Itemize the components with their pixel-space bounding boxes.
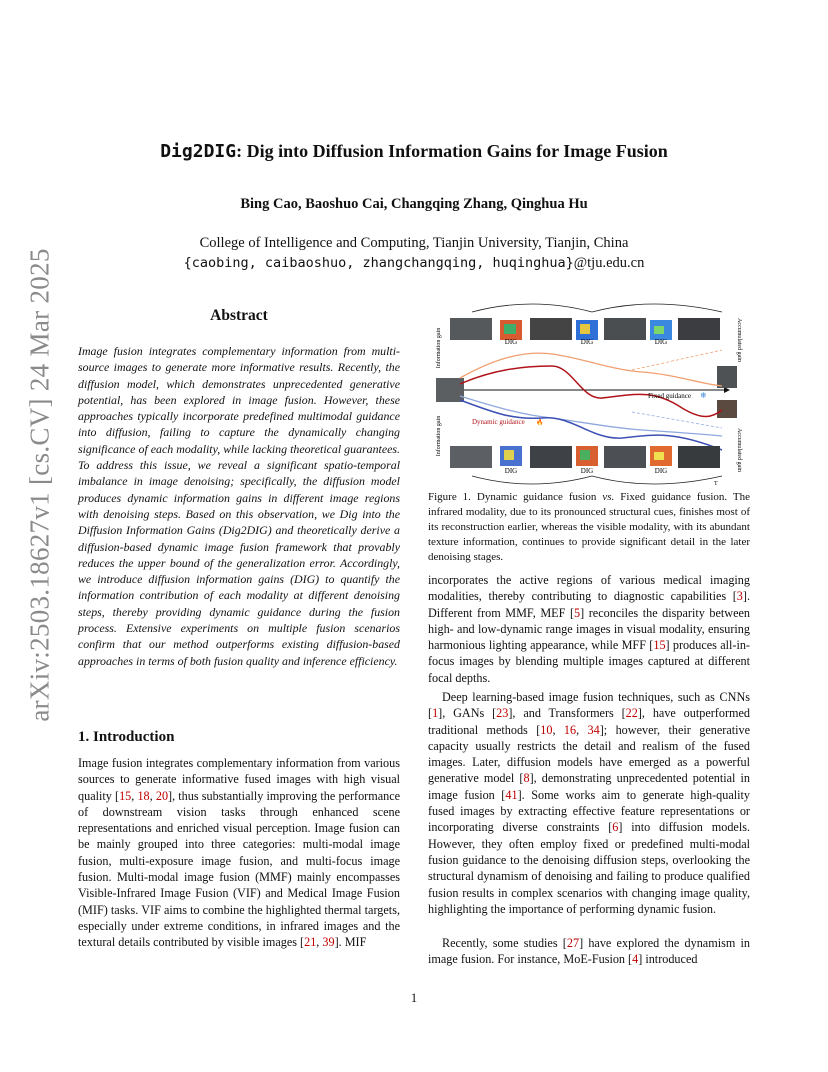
arxiv-sidebar-stamp: [5, 235, 75, 735]
citation-link[interactable]: 22: [625, 706, 638, 721]
authors: Bing Cao, Baoshuo Cai, Changqing Zhang, Qinghua Hu: [240, 196, 588, 212]
email-users: {caobing, caibaoshuo, zhangchangqing, huqinghua}: [183, 255, 574, 271]
dig-label: DIG: [504, 338, 518, 346]
abstract-text: Image fusion integrates complementary information from multi-source images to generate more informative results. Recently, the diffusion model, which demonstrates unprecedented generative potential, has been explored in image fusion. However, these approaches typically incorporate predefined multimodal guidance into diffusion, failing to capture the dynamically changing significance of each modality, while lacking theoretical guarantees. To address this issue, we reveal a significant spatio-temporal imbalance in image denoising; specifically, the diffusion model produces dynamic information gains in different image regions with denoising steps. Based on this observation, we Dig into the Diffusion Information Gains (Dig2DIG) and theoretically derive a diffusion-based dynamic image fusion framework that provably reduces the upper bound of the generalization error. Accordingly, we introduce diffusion information gains (DIG) to quantify the information contribution of each modality at different denoising steps, thereby providing dynamic guidance during the fusion process. Extensive experiments on multiple fusion scenarios confirm that our method outperforms existing diffusion-based approaches in terms of both fusion quality and inference efficiency.: [78, 344, 400, 668]
citation-link[interactable]: 16: [563, 722, 577, 737]
dynamic-guidance-label: Dynamic guidance: [472, 418, 525, 426]
time-axis-label: T: [714, 481, 718, 486]
right-paragraph-1: incorporates the active regions of various medical imaging modalities, thereby contributing to diagnostic capabilities [3]. Different from MMF, MEF [5] reconciles the disparity between high- and low-dynamic range images in visual modality, ensuring harmonious lighting appearance, while MFF [15] produces all-in-focus images by blending multiple images captured at different focal depths.: [428, 573, 750, 685]
page-number: 1: [410, 991, 418, 1005]
paper-title: [78, 141, 750, 162]
dig-label: DIG: [504, 467, 518, 475]
title-method-name: Dig2DIG: [160, 141, 237, 162]
citation-link[interactable]: 41: [505, 787, 518, 802]
citation-link[interactable]: 18: [137, 788, 150, 803]
abstract-heading: Abstract: [210, 307, 268, 324]
axis-label-info-gain: Information gain: [436, 415, 442, 457]
dig-label: DIG: [654, 467, 668, 475]
citation-link[interactable]: 27: [566, 936, 580, 950]
citation-link[interactable]: 34: [587, 722, 600, 737]
citation-link[interactable]: 20: [155, 788, 169, 803]
right-paragraph-2: Deep learning-based image fusion techniques, such as CNNs [1], GANs [23], and Transformers [22], have outperformed traditional methods [10, 16, 34]; however, their generative capacity usually restricts the detail and realism of the fused images. Later, diffusion models have emerged as a powerful generative model [8], demonstrating unprecedented potential in image fusion [41]. Some works aim to generate high-quality fused images by extracting effective feature representations or incorporating diverse constraints [6] into diffusion models. However, they often employ fixed or predefined multi-modal fusion guidance to the denoising diffusion steps, overlooking the structural dynamism of denoising and failing to produce qualified fusion results in complex scenarios with changing image quality, highlighting the importance of performing dynamic fusion.: [428, 690, 750, 916]
citation-link[interactable]: 6: [612, 820, 619, 835]
citation-link[interactable]: 39: [322, 935, 335, 950]
title-text: : Dig into Diffusion Information Gains for Image Fusion: [236, 141, 668, 161]
right-paragraph-3: Recently, some studies [27] have explored the dynamism in image fusion. For instance, MoE-Fusion [4] introduced: [428, 936, 750, 967]
citation-link[interactable]: 3: [736, 589, 743, 604]
emails: [78, 253, 750, 273]
citation-link[interactable]: 15: [119, 788, 132, 803]
axis-label-acc-gain: Accumulated gain: [736, 318, 742, 362]
citation-link[interactable]: 8: [523, 771, 530, 786]
affiliation: College of Intelligence and Computing, Tianjin University, Tianjin, China: [199, 235, 629, 251]
axis-label-acc-gain: Accumulated gain: [736, 428, 742, 472]
arxiv-id: arXiv:2503.18627v1 [cs.CV] 24 Mar 2025: [24, 248, 55, 722]
citation-link[interactable]: 23: [496, 706, 509, 721]
section-heading-introduction: 1. Introduction: [78, 729, 175, 745]
dig-label: DIG: [654, 338, 668, 346]
figure-caption: Figure 1. Dynamic guidance fusion vs. Fixed guidance fusion. The infrared modality, due to its pronounced structural cues, finishes most of its reconstruction earlier, whereas the visible modality, with its abundant texture information, continues to provide significant detail in the later denoising stages.: [428, 491, 750, 563]
fixed-guidance-label: Fixed guidance: [648, 392, 691, 400]
dig-label: DIG: [580, 467, 594, 475]
citation-link[interactable]: 10: [540, 722, 553, 737]
citation-link[interactable]: 15: [653, 638, 666, 653]
figure-1: [432, 300, 750, 486]
dig-label: DIG: [580, 338, 594, 346]
intro-paragraph: Image fusion integrates complementary information from various sources to generate informative fused images with high visual quality [15, 18, 20], thus substantially improving the performance of downstream vision tasks through enhanced scene representations and enriched visual perception. Image fusion can be mainly grouped into three categories: multi-modal image fusion, multi-exposure image fusion, and multi-focus image fusion. Multi-modal image fusion (MMF) mainly encompasses Visible-Infrared Image Fusion (VIF) and Medical Image Fusion (MIF) tasks. VIF aims to combine the highlighted thermal targets, especially under extreme conditions, in infrared images and the textural details contributed by visible images [21, 39]. MIF: [78, 756, 401, 950]
axis-label-info-gain: Information gain: [436, 327, 442, 369]
fire-icon: 🔥: [536, 420, 544, 426]
snowflake-icon: ❄: [700, 391, 707, 400]
citation-link[interactable]: 5: [574, 605, 581, 620]
email-domain: @tju.edu.cn: [573, 255, 645, 271]
citation-link[interactable]: 4: [632, 952, 639, 967]
citation-link[interactable]: 21: [304, 935, 317, 950]
citation-link[interactable]: 1: [432, 706, 439, 721]
